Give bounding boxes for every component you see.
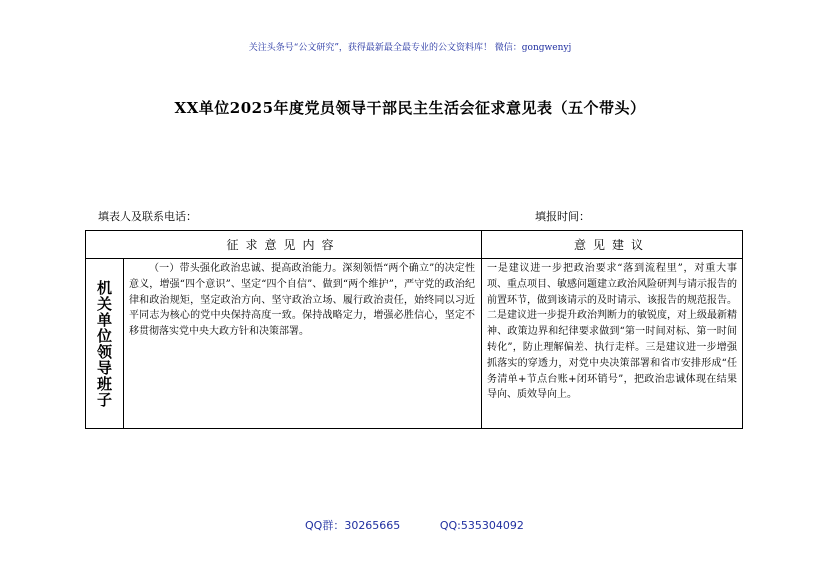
opinion-content-cell xyxy=(86,259,482,429)
suggestion-text: 一是建议进一步把政治要求“落到流程里”，对重大事项、重点项目、敏感问题建立政治风险研判与请示报告的前置环节，做到该请示的及时请示、该报告的规范报告。二是建议进一步提升政治判断力的敏锐度，对上级最新精神、政策边界和纪律要求做到“第一时间对标、第一时间转化”，防止理解偏差、执行走样。三是建议进一步增强抓落实的穿透力，对党中央决策部署和省市安排形成“任务清单+节点台账+闭环销号”，把政治忠诚体现在结果导向、质效导向上。 xyxy=(487,263,737,401)
qq-text: QQ:535304092 xyxy=(439,519,524,532)
fill-date-label: 填报时间： xyxy=(535,210,590,223)
header-opinion-content: 征求意见内容 xyxy=(86,231,482,259)
opinion-form-table xyxy=(85,230,743,429)
filler-contact-label: 填表人及联系电话： xyxy=(98,210,197,223)
promo-banner: 关注头条号“公文研究”，获得最新最全最专业的公文资料库！ 微信：gongwenyj xyxy=(248,43,572,53)
row-label-cell xyxy=(86,259,124,428)
document-title: XX单位2025年度党员领导干部民主生活会征求意见表（五个带头） xyxy=(174,99,646,117)
table-row xyxy=(86,259,743,429)
contact-footer xyxy=(305,517,560,533)
suggestion-cell xyxy=(482,259,743,429)
qq-group-text: QQ群：30265665 xyxy=(305,519,401,532)
table-header-row xyxy=(86,231,743,259)
row-label: 机关单位领导班子 xyxy=(95,279,113,408)
header-suggestions: 意见建议 xyxy=(482,231,743,259)
opinion-content-text: （一）带头强化政治忠诚、提高政治能力。深刻领悟“两个确立”的决定性意义，增强“四个意识”、坚定“四个自信”、做到“两个维护”，严守党的政治纪律和政治规矩，坚定政治方向、坚守政治立场、履行政治责任，始终同以习近平同志为核心的党中央保持高度一致。保持战略定力，增强必胜信心，坚定不移贯彻落实党中央大政方针和决策部署。 xyxy=(129,263,475,338)
